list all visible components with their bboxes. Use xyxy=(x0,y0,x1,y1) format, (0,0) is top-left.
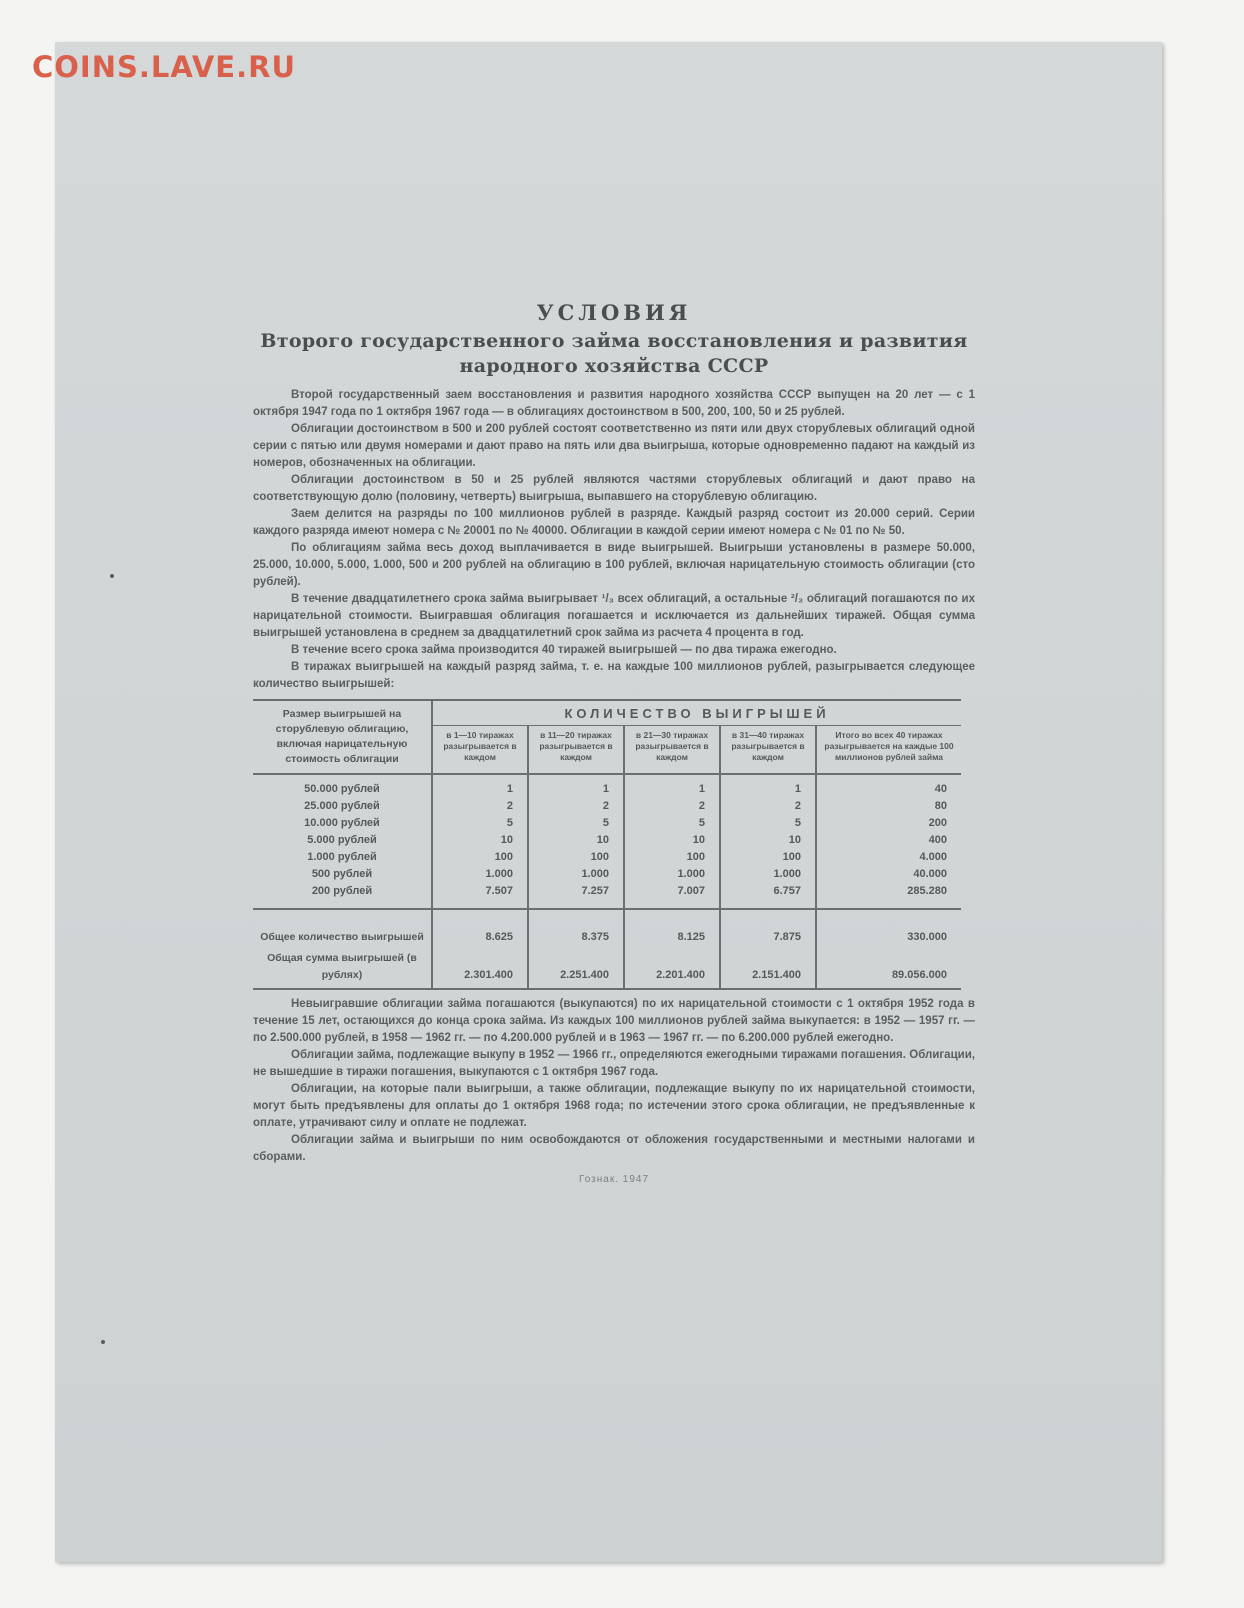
table-cell: 1 xyxy=(624,774,720,798)
table-row xyxy=(253,798,961,815)
table-cell: 100 xyxy=(624,849,720,866)
table-cell: 8.625 xyxy=(432,909,528,946)
document-subtitle xyxy=(253,329,975,379)
table-cell: 80 xyxy=(816,798,961,815)
subtitle-line-2: народного хозяйства СССР xyxy=(459,355,769,377)
table-cell: 10 xyxy=(720,832,816,849)
table-cell: 7.007 xyxy=(624,883,720,909)
prize-size-header: Размер выигрышей на сторублевую облигацию, включая нарицательную стоимость облигации xyxy=(253,700,432,774)
paragraph: В течение двадцатилетнего срока займа выигрывает ¹/₃ всех облигаций, а остальные ²/₃ облигаций погашаются по их нарицательной стоимости. Выигравшая облигация погашается и исключается из дальнейших тиражей. Общая сумма выигрышей установлена в среднем за двадцатилетний срок займа из расчета 4 процента в год. xyxy=(253,593,975,639)
column-header: Итого во всех 40 тиражах разыгрывается на каждые 100 миллионов рублей займа xyxy=(816,726,961,775)
prize-table xyxy=(253,699,961,990)
row-label: 200 рублей xyxy=(311,885,373,897)
table-cell: 100 xyxy=(528,849,624,866)
table-cell: 2 xyxy=(432,798,528,815)
table-row xyxy=(253,849,961,866)
paragraph: Второй государственный заем восстановления и развития народного хозяйства СССР выпущен на 20 лет — с 1 октября 1947 года по 1 октября 1967 года — в облигациях достоинством в 500, 200, 100, 50 и 25 рублей. xyxy=(253,389,975,418)
table-row xyxy=(253,832,961,849)
table-cell: 5 xyxy=(432,815,528,832)
table-cell: 8.125 xyxy=(624,909,720,946)
table-cell: 8.375 xyxy=(528,909,624,946)
table-cell: 40.000 xyxy=(816,866,961,883)
column-header: в 21—30 тиражах разыгрывается в каждом xyxy=(624,726,720,775)
paragraph: В тиражах выигрышей на каждый разряд займа, т. е. на каждые 100 миллионов рублей, разыгрывается следующее количество выигрышей: xyxy=(253,661,975,690)
paragraph: Облигации достоинством в 50 и 25 рублей являются частями сторублевых облигаций и дают право на соответствующую долю (половину, четверть) выигрыша, выпавшего на сторублевую облигацию. xyxy=(253,474,975,503)
row-label: Общее количество выигрышей xyxy=(253,909,432,946)
conditions-text xyxy=(253,300,975,1185)
row-label: 25.000 рублей xyxy=(304,800,380,812)
table-cell: 1 xyxy=(432,774,528,798)
table-cell: 100 xyxy=(720,849,816,866)
table-cell: 2.301.400 xyxy=(432,946,528,989)
table-cell: 89.056.000 xyxy=(816,946,961,989)
row-label: 50.000 рублей xyxy=(304,783,380,795)
table-row xyxy=(253,866,961,883)
total-sum-row xyxy=(253,946,961,989)
watermark: COINS.LAVE.RU xyxy=(32,50,297,84)
table-cell: 2 xyxy=(624,798,720,815)
table-cell: 7.507 xyxy=(432,883,528,909)
table-cell: 10 xyxy=(528,832,624,849)
table-cell: 1.000 xyxy=(720,866,816,883)
table-cell: 1 xyxy=(528,774,624,798)
row-label: 1.000 рублей xyxy=(307,851,377,863)
row-label: Общая сумма выигрышей (в рублях) xyxy=(253,946,432,989)
table-cell: 10 xyxy=(432,832,528,849)
table-row xyxy=(253,883,961,909)
row-label: 10.000 рублей xyxy=(304,817,380,829)
printer-imprint: Гознак. 1947 xyxy=(578,1174,650,1185)
table-cell: 400 xyxy=(816,832,961,849)
table-cell: 1 xyxy=(720,774,816,798)
table-cell: 40 xyxy=(816,774,961,798)
paragraph: Облигации займа, подлежащие выкупу в 1952 — 1966 гг., определяются ежегодными тиражами погашения. Облигации, не вышедшие в тиражи погашения, выкупаются с 1 октября 1967 года. xyxy=(253,1049,975,1078)
bond-sheet xyxy=(55,42,1162,1562)
table-cell: 4.000 xyxy=(816,849,961,866)
table-cell: 200 xyxy=(816,815,961,832)
table-cell: 1.000 xyxy=(624,866,720,883)
paragraph: Облигации, на которые пали выигрыши, а также облигации, подлежащие выкупу по их нарицательной стоимости, могут быть предъявлены для оплаты до 1 октября 1968 года; по истечении этого срока облигации, не предъявленные к оплате, утрачивают силу и оплате не подлежат. xyxy=(253,1083,975,1129)
paragraph: Облигации займа и выигрыши по ним освобождаются от обложения государственными и местными налогами и сборами. xyxy=(253,1134,975,1163)
table-cell: 2.151.400 xyxy=(720,946,816,989)
table-cell: 5 xyxy=(528,815,624,832)
prize-count-header: КОЛИЧЕСТВО ВЫИГРЫШЕЙ xyxy=(432,700,961,726)
column-header: в 31—40 тиражах разыгрывается в каждом xyxy=(720,726,816,775)
table-cell: 5 xyxy=(720,815,816,832)
paragraph: Облигации достоинством в 500 и 200 рублей состоят соответственно из пяти или двух сторублевых облигаций одной серии с пятью или двумя номерами и дают право на пять или два выигрыша, которые одновременно падают на каждый из номеров, обозначенных на облигации. xyxy=(253,423,975,469)
document-title: УСЛОВИЯ xyxy=(536,300,692,325)
table-row xyxy=(253,815,961,832)
table-row xyxy=(253,774,961,798)
table-cell: 2.251.400 xyxy=(528,946,624,989)
table-cell: 7.257 xyxy=(528,883,624,909)
print-speck xyxy=(110,574,114,578)
column-header: в 1—10 тиражах разыгрывается в каждом xyxy=(432,726,528,775)
paragraph: В течение всего срока займа производится 40 тиражей выигрышей — по два тиража ежегодно. xyxy=(291,644,837,656)
table-cell: 285.280 xyxy=(816,883,961,909)
table-cell: 2 xyxy=(720,798,816,815)
table-cell: 330.000 xyxy=(816,909,961,946)
total-count-row xyxy=(253,909,961,946)
paragraph: Невыигравшие облигации займа погашаются (выкупаются) по их нарицательной стоимости с 1 октября 1952 года в течение 15 лет, остающихся до конца срока займа. Из каждых 100 миллионов рублей займа выкупается: в 1952 — 1957 гг. — по 2.500.000 рублей, в 1958 — 1962 гг. — по 4.200.000 рублей и в 1963 — 1967 гг. — по 6.200.000 рублей ежегодно. xyxy=(253,998,975,1044)
table-cell: 5 xyxy=(624,815,720,832)
print-speck xyxy=(101,1340,105,1344)
paragraph: Заем делится на разряды по 100 миллионов рублей в разряде. Каждый разряд состоит из 20.000 серий. Серии каждого разряда имеют номера с № 20001 по № 40000. Облигации в каждой серии имеют номера с № 01 по № 50. xyxy=(253,508,975,537)
paragraph: По облигациям займа весь доход выплачивается в виде выигрышей. Выигрыши установлены в размере 50.000, 25.000, 10.000, 5.000, 1.000, 500 и 200 рублей на облигацию в 100 рублей, включая нарицательную стоимость облигации (сто рублей). xyxy=(253,542,975,588)
table-cell: 1.000 xyxy=(528,866,624,883)
table-cell: 1.000 xyxy=(432,866,528,883)
table-cell: 7.875 xyxy=(720,909,816,946)
table-cell: 10 xyxy=(624,832,720,849)
table-cell: 2.201.400 xyxy=(624,946,720,989)
column-header: в 11—20 тиражах разыгрывается в каждом xyxy=(528,726,624,775)
subtitle-line-1: Второго государственного займа восстановления и развития xyxy=(260,330,968,352)
table-cell: 100 xyxy=(432,849,528,866)
table-cell: 2 xyxy=(528,798,624,815)
table-cell: 6.757 xyxy=(720,883,816,909)
row-label: 5.000 рублей xyxy=(307,834,377,846)
row-label: 500 рублей xyxy=(311,868,373,880)
